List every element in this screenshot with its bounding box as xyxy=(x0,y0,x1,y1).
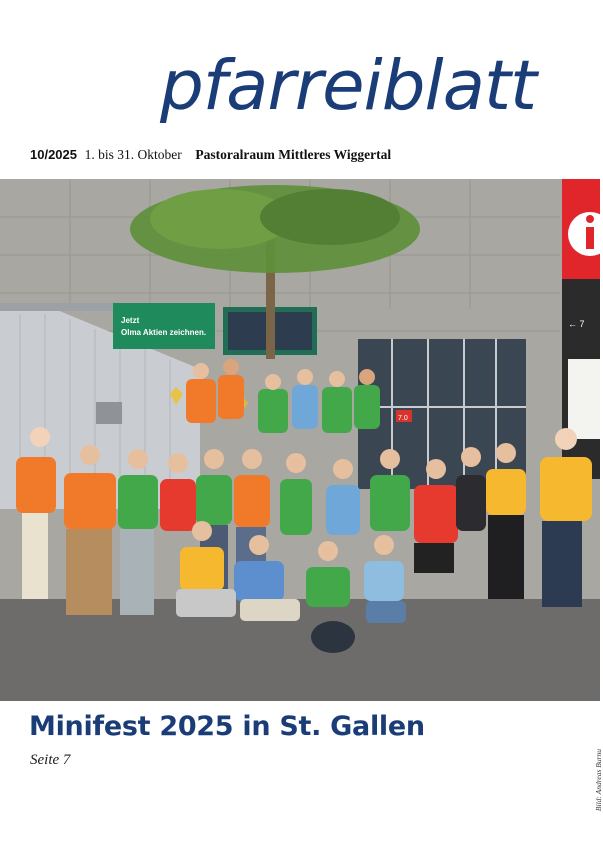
pastoral-area: Pastoralraum Mittleres Wiggertal xyxy=(195,147,392,162)
issue-number: 10/2025 xyxy=(30,147,77,162)
svg-text:← 7: ← 7 xyxy=(568,319,585,329)
masthead-title: pfarreiblatt xyxy=(160,46,537,126)
issue-info xyxy=(30,147,391,163)
svg-text:7.0: 7.0 xyxy=(398,415,408,422)
photo-credit: Bild: Andreas Burnu xyxy=(594,749,603,812)
group-photo-illustration xyxy=(0,179,600,701)
svg-text:Olma Aktien zeichnen.: Olma Aktien zeichnen. xyxy=(121,328,207,337)
page-reference: Seite 7 xyxy=(30,752,71,768)
cover-headline[interactable]: Minifest 2025 in St. Gallen xyxy=(29,711,425,742)
issue-date-range: 1. bis 31. Oktober xyxy=(84,147,182,162)
svg-text:Jetzt: Jetzt xyxy=(121,316,140,325)
